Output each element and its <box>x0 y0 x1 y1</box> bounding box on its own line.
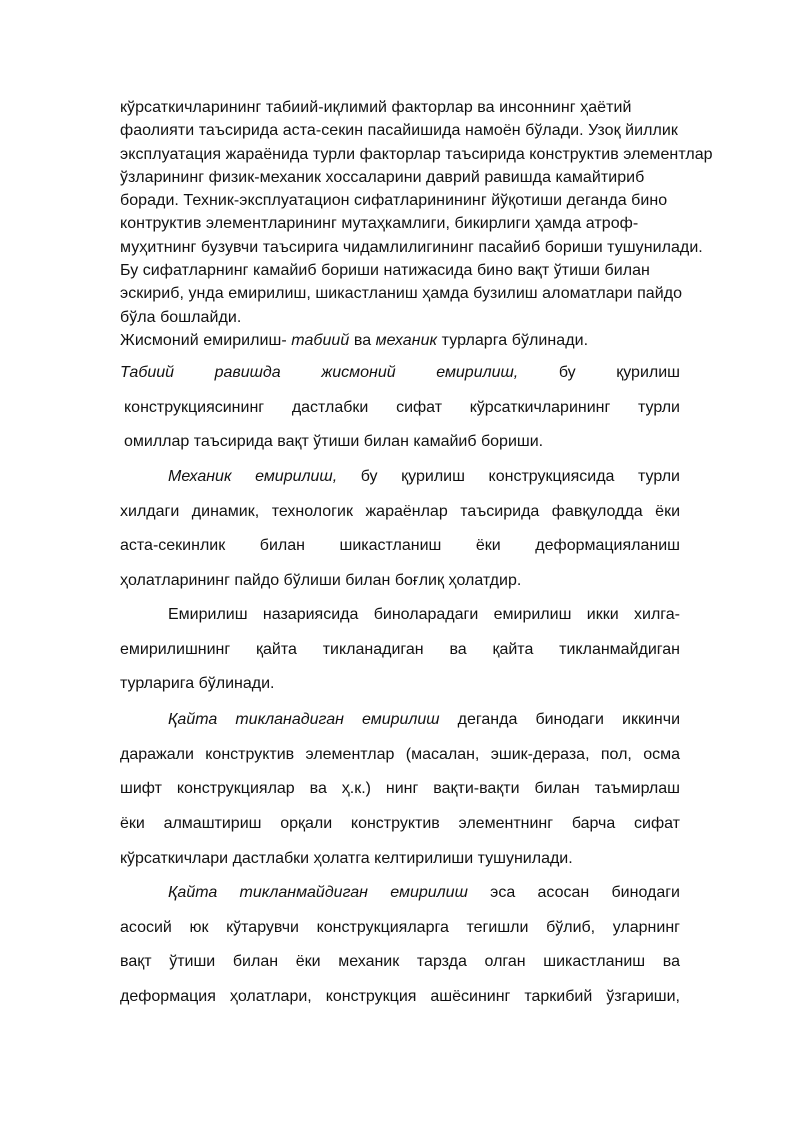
text-line: шифт конструкциялар ва ҳ.к.) нинг вақти-вақти билан таъмирлаш <box>120 780 680 798</box>
text-line: ҳолатларининг пайдо бўлиши билан боғлиқ ҳолатдир. <box>120 572 522 590</box>
recoverable-wear-paragraph <box>120 703 680 876</box>
text-line: бўла бошлайди. <box>120 308 242 326</box>
natural-wear-paragraph <box>120 356 680 460</box>
text-line: Механик емирилиш, бу қурилиш конструкциясида турли <box>168 468 680 485</box>
text-line: омиллар таъсирида вақт ўтиши билан камайиб бориши. <box>124 433 544 451</box>
mechanical-wear-paragraph <box>120 460 680 599</box>
text-line: Бу сифатларнинг камайиб бориши натижасида бино вақт ўтиши билан <box>120 262 650 280</box>
text-line: Қайта тикланмайдиган емирилиш эса асосан бинодаги <box>168 884 680 901</box>
text-line: эксплуатация жараёнида турли факторлар таъсирида конструктив элементлар <box>120 145 713 163</box>
text-line: даражали конструктив элементлар (масалан, эшик-дераза, пол, осма <box>120 745 680 763</box>
text-line: хилдаги динамик, технологик жараёнлар таъсирида фавқулодда ёки <box>120 502 680 520</box>
text-line: фаолияти таъсирида аста-секин пасайишида намоён бўлади. Узоқ йиллик <box>120 122 678 140</box>
text-line: муҳитнинг бузувчи таъсирига чидамлилигининг пасайиб бориши тушунилади. <box>120 238 703 256</box>
irrecoverable-wear-paragraph <box>120 876 680 1015</box>
text-line: ёки алмаштириш орқали конструктив элементнинг барча сифат <box>120 815 680 833</box>
text-line: кўрсаткичларининг табиий-иқлимий факторлар ва инсоннинг ҳаётий <box>120 99 632 116</box>
text-line: эскириб, унда емирилиш, шикастланиш ҳамда бузилиш аломатлари пайдо <box>120 285 683 303</box>
text-line: аста-секинлик билан шикастланиш ёки деформацияланиш <box>120 537 680 555</box>
text-line: кўрсаткичлари дастлабки ҳолатга келтирилиши тушунилади. <box>120 849 573 867</box>
text-line: конструкциясининг дастлабки сифат кўрсаткичларининг турли <box>124 398 680 416</box>
text-line-types: Жисмоний емирилиш- табиий ва механик турларга бўлинади. <box>120 331 589 349</box>
text-line: контруктив элементларининг мутаҳкамлиги, бикирлиги ҳамда атроф- <box>120 215 639 233</box>
text-line: боради. Техник-эксплуатацион сифатларинининг йўқотиши деганда бино <box>120 192 668 210</box>
intro-paragraph <box>120 96 760 352</box>
wear-theory-paragraph <box>120 598 680 702</box>
text-line: емирилишнинг қайта тикланадиган ва қайта тикланмайдиган <box>120 640 680 658</box>
text-line: деформация ҳолатлари, конструкция ашёсининг таркибий ўзгариши, <box>120 988 680 1006</box>
text-line: вақт ўтиши билан ёки механик тарзда олган шикастланиш ва <box>120 953 680 971</box>
text-line: Қайта тикланадиган емирилиш деганда бинодаги иккинчи <box>168 711 681 728</box>
text-line: асосий юк кўтарувчи конструкцияларга тегишли бўлиб, уларнинг <box>120 918 680 936</box>
text-line: ўзларининг физик-механик хоссаларини даврий равишда камайтириб <box>120 168 645 186</box>
text-line: Табиий равишда жисмоний емирилиш, бу қурилиш <box>120 364 680 381</box>
text-line: Емирилиш назариясида биноларадаги емирилиш икки хилга- <box>168 606 680 623</box>
text-line: турларига бўлинади. <box>120 675 275 693</box>
